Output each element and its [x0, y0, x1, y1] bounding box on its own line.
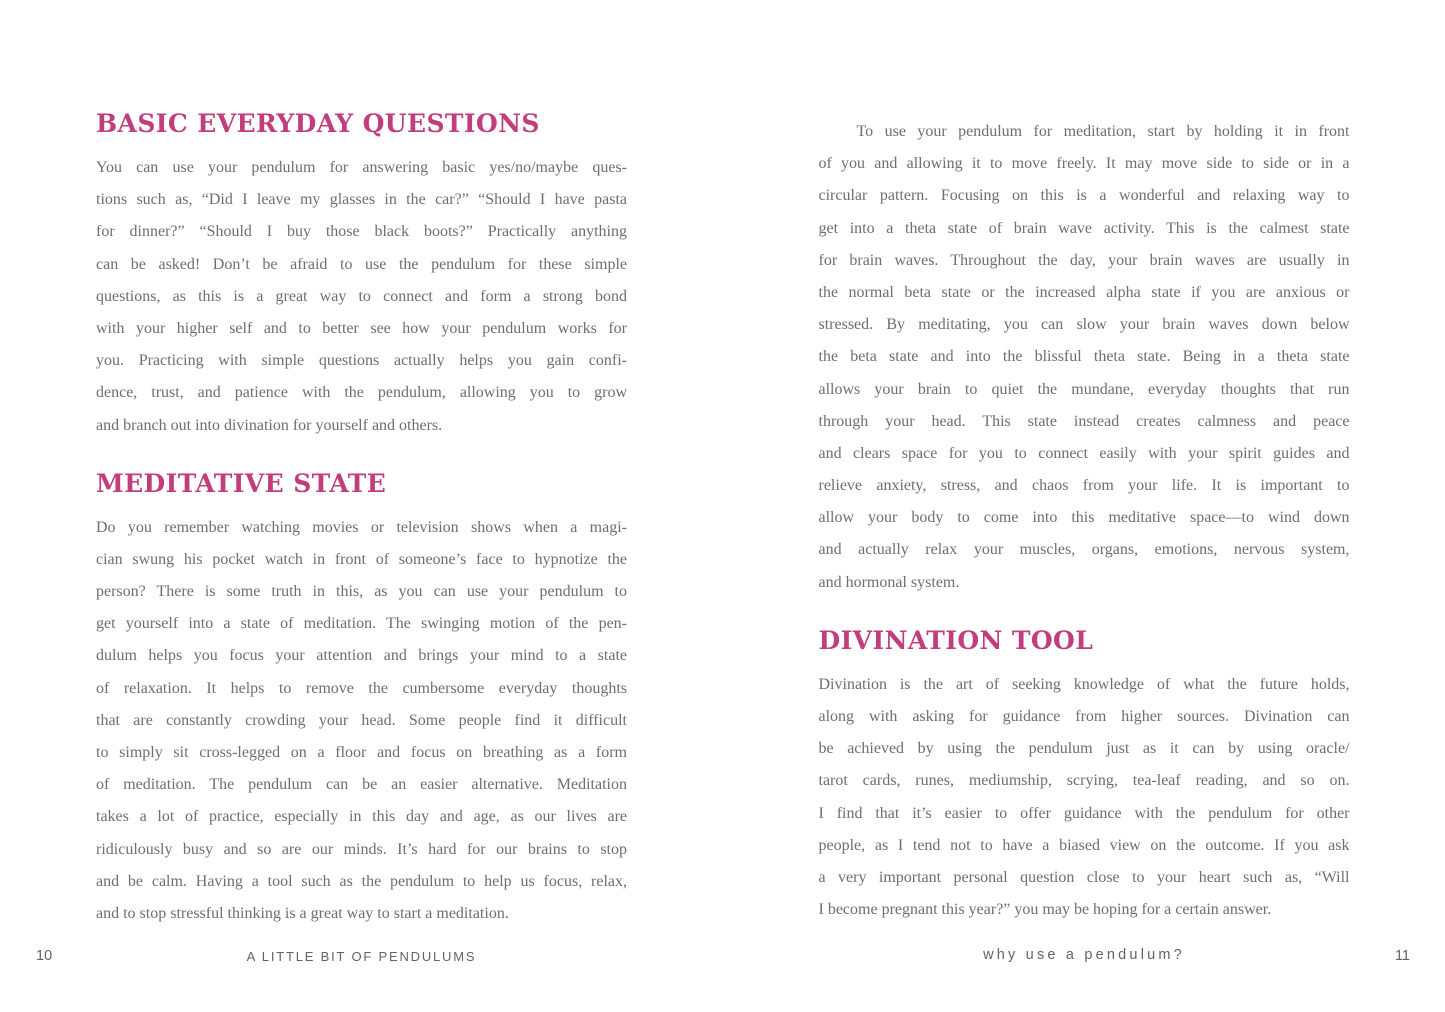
text-line: and branch out into divination for yourself and others. [96, 416, 443, 434]
text-line: you. Practicing with simple questions actually helps you gain confi- [96, 352, 627, 370]
text-line: get yourself into a state of meditation. The swinging motion of the pen- [96, 615, 627, 633]
paragraph [819, 116, 1350, 599]
paragraph [96, 152, 627, 442]
text-line: dulum helps you focus your attention and brings your mind to a state [96, 647, 627, 665]
text-line: people, as I tend not to have a biased view on the outcome. If you ask [818, 836, 1350, 854]
text-line: ridiculously busy and so are our minds. It’s hard for our brains to stop [96, 840, 627, 858]
page-right-footer [723, 946, 1445, 968]
text-line: relieve anxiety, stress, and chaos from your life. It is important to [818, 477, 1350, 495]
section-heading: MEDITATIVE STATE [96, 468, 387, 498]
text-line: I become pregnant this year?” you may be hoping for a certain answer. [818, 901, 1272, 919]
paragraph [819, 669, 1350, 927]
page-left-content [96, 0, 627, 930]
text-line: allows your brain to quiet the mundane, everyday thoughts that run [818, 380, 1350, 398]
text-line: circular pattern. Focusing on this is a wonderful and relaxing way to [818, 187, 1350, 205]
text-line: Do you remember watching movies or television shows when a magi- [96, 518, 627, 536]
text-line: the normal beta state or the increased alpha state if you are anxious or [818, 283, 1350, 301]
text-line: and be calm. Having a tool such as the pendulum to help us focus, relax, [96, 872, 627, 890]
text-line: and clears space for you to connect easily with your spirit guides and [818, 444, 1350, 462]
page-number-left: 10 [36, 948, 53, 964]
text-line: questions, as this is a great way to connect and form a strong bond [96, 287, 627, 305]
text-line: takes a lot of practice, especially in this day and age, as our lives are [96, 808, 627, 826]
text-line: with your higher self and to better see how your pendulum works for [96, 319, 627, 337]
text-line: along with asking for guidance from higher sources. Divination can [818, 708, 1350, 725]
text-line: person? There is some truth in this, as you can use your pendulum to [96, 583, 627, 601]
text-line: through your head. This state instead creates calmness and peace [818, 412, 1350, 430]
text-line: and hormonal system. [818, 573, 960, 591]
text-line: You can use your pendulum for answering basic yes/no/maybe ques- [96, 159, 627, 176]
text-line: Divination is the art of seeking knowledge of what the future holds, [818, 675, 1350, 693]
text-line: for brain waves. Throughout the day, your brain waves are usually in [818, 251, 1350, 269]
text-line: allow your body to come into this meditative space—to wind down [818, 509, 1350, 527]
text-line: of relaxation. It helps to remove the cumbersome everyday thoughts [96, 679, 627, 697]
page-right [723, 0, 1445, 1012]
text-line: get into a theta state of brain wave activity. This is the calmest state [818, 219, 1350, 237]
text-line: a very important personal question close to your heart such as, “Will [818, 868, 1350, 886]
text-line: I find that it’s easier to offer guidance with the pendulum for other [818, 804, 1350, 822]
section-heading: BASIC EVERYDAY QUESTIONS [96, 109, 540, 138]
text-line: tions such as, “Did I leave my glasses in the car?” “Should I have pasta [96, 191, 627, 209]
text-line: that are constantly crowding your head. Some people find it difficult [96, 711, 627, 729]
running-footer-left: A LITTLE BIT OF PENDULUMS [246, 949, 477, 964]
text-line: can be asked! Don’t be afraid to use the pendulum for these simple [96, 255, 627, 273]
page-number-right: 11 [1394, 948, 1410, 964]
text-line: tarot cards, runes, mediumship, scrying, tea-leaf reading, and so on. [818, 772, 1350, 790]
running-footer-right: why use a pendulum? [983, 947, 1185, 963]
text-line: of meditation. The pendulum can be an easier alternative. Meditation [96, 776, 627, 794]
text-line: for dinner?” “Should I buy those black boots?” Practically anything [96, 223, 627, 241]
text-line: the beta state and into the blissful theta state. Being in a theta state [818, 348, 1350, 366]
text-line: to simply sit cross-legged on a floor and focus on breathing as a form [96, 744, 627, 761]
text-line: cian swung his pocket watch in front of someone’s face to hypnotize the [96, 550, 627, 568]
page-left-footer [0, 946, 723, 968]
text-line: To use your pendulum for meditation, start by holding it in front [856, 123, 1350, 140]
text-line: dence, trust, and patience with the pendulum, allowing you to grow [96, 384, 627, 402]
page-right-content [819, 0, 1350, 926]
text-line: of you and allowing it to move freely. It may move side to side or in a [818, 155, 1350, 173]
paragraph [96, 512, 627, 930]
text-line: and actually relax your muscles, organs, emotions, nervous system, [818, 541, 1350, 559]
text-line: stressed. By meditating, you can slow your brain waves down below [818, 316, 1350, 334]
section-heading: DIVINATION TOOL [818, 625, 1094, 655]
text-line: be achieved by using the pendulum just as it can by using oracle/ [818, 740, 1350, 758]
text-line: and to stop stressful thinking is a great way to start a meditation. [96, 904, 509, 922]
